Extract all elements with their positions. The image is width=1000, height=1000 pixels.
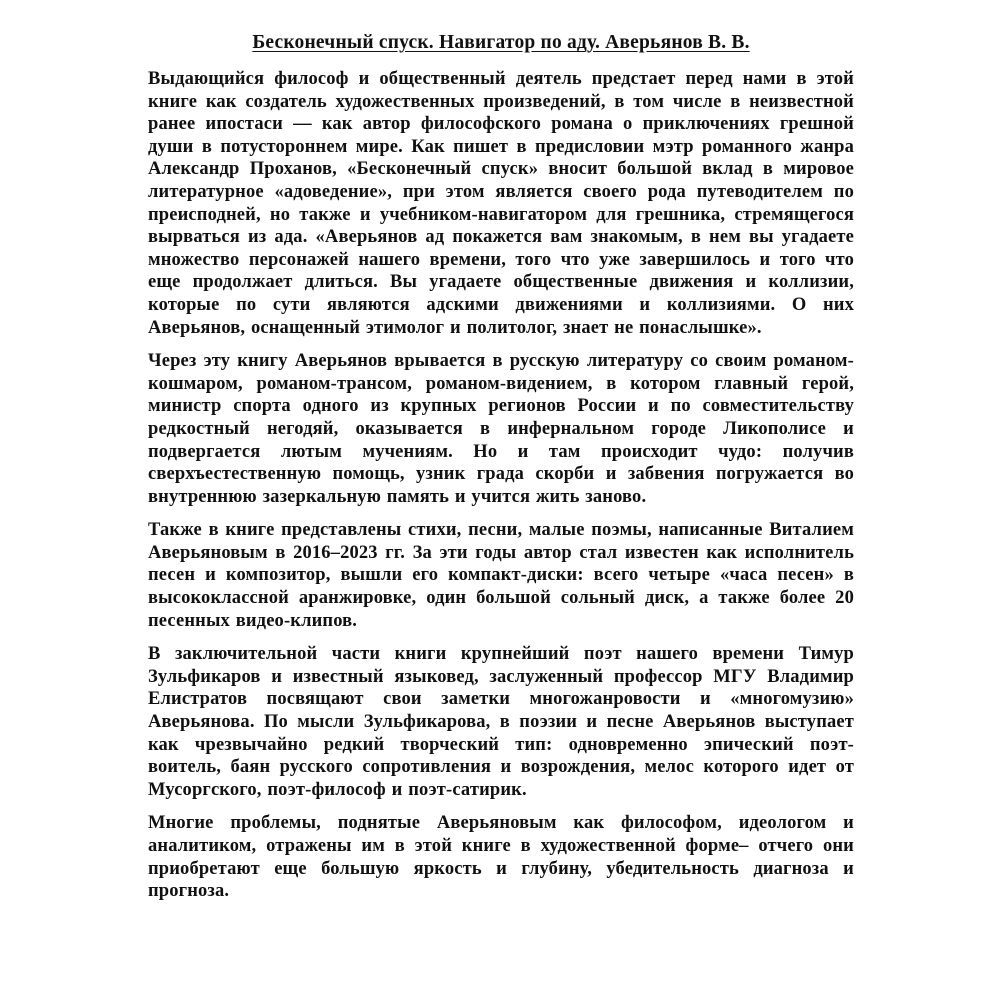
- paragraph-intro: Выдающийся философ и общественный деятель предстает перед нами в этой книге как создатель художественных произведений, в том числе в неизвестной ранее ипостаси — как автор философского романа о приключениях грешной души в потустороннем мире. Как пишет в предисловии мэтр романного жанра Александр Проханов, «Бесконечный спуск» вносит большой вклад в мировое литературное «адоведение», при этом является своего рода путеводителем по преисподней, но также и учебником-навигатором для грешника, стремящегося вырваться из ада. «Аверьянов ад покажется вам знакомым, в нем вы угадаете множество персонажей нашего времени, того что уже завершилось и того что еще продолжает длиться. Вы угадаете общественные движения и коллизии, которые по сути являются адскими движениями и коллизиями. О них Аверьянов, оснащенный этимолог и политолог, знает не понаслышке».: [148, 69, 854, 338]
- paragraph-final-part: В заключительной части книги крупнейший поэт нашего времени Тимур Зульфикаров и известный языковед, заслуженный профессор МГУ Владимир Елистратов посвящают свои заметки многожанровости и «многомузию» Аверьянова. По мысли Зульфикарова, в поэзии и песне Аверьянов выступает как чрезвычайно редкий творческий тип: одновременно эпический поэт-воитель, баян русского сопротивления и возрождения, мелос которого идет от Мусоргского, поэт-философ и поэт-сатирик.: [148, 644, 854, 800]
- page-title: Бесконечный спуск. Навигатор по аду. Аверьянов В. В.: [252, 32, 750, 53]
- paragraph-novel: Через эту книгу Аверьянов врывается в русскую литературу со своим романом-кошмаром, романом-трансом, романом-видением, в котором главный герой, министр спорта одного из крупных регионов России и по совместительству редкостный негодяй, оказывается в инфернальном городе Ликополисе и подвергается лютым мучениям. Но и там происходит чудо: получив сверхъестественную помощь, узник града скорби и забвения погружается во внутреннюю зазеркальную память и учится жить заново.: [148, 351, 854, 507]
- paragraph-poems-songs: Также в книге представлены стихи, песни, малые поэмы, написанные Виталием Аверьяновым в 2016–2023 гг. За эти годы автор стал известен как исполнитель песен и композитор, вышли его компакт-диски: всего четыре «часа песен» в высококлассной аранжировке, один большой сольный диск, а также более 20 песенных видео-клипов.: [148, 520, 854, 631]
- paragraph-conclusion: Многие проблемы, поднятые Аверьяновым как философом, идеологом и аналитиком, отражены им в этой книге в художественной форме– отчего они приобретают еще большую яркость и глубину, убедительность диагноза и прогноза.: [148, 813, 854, 902]
- book-description-page: [148, 30, 854, 914]
